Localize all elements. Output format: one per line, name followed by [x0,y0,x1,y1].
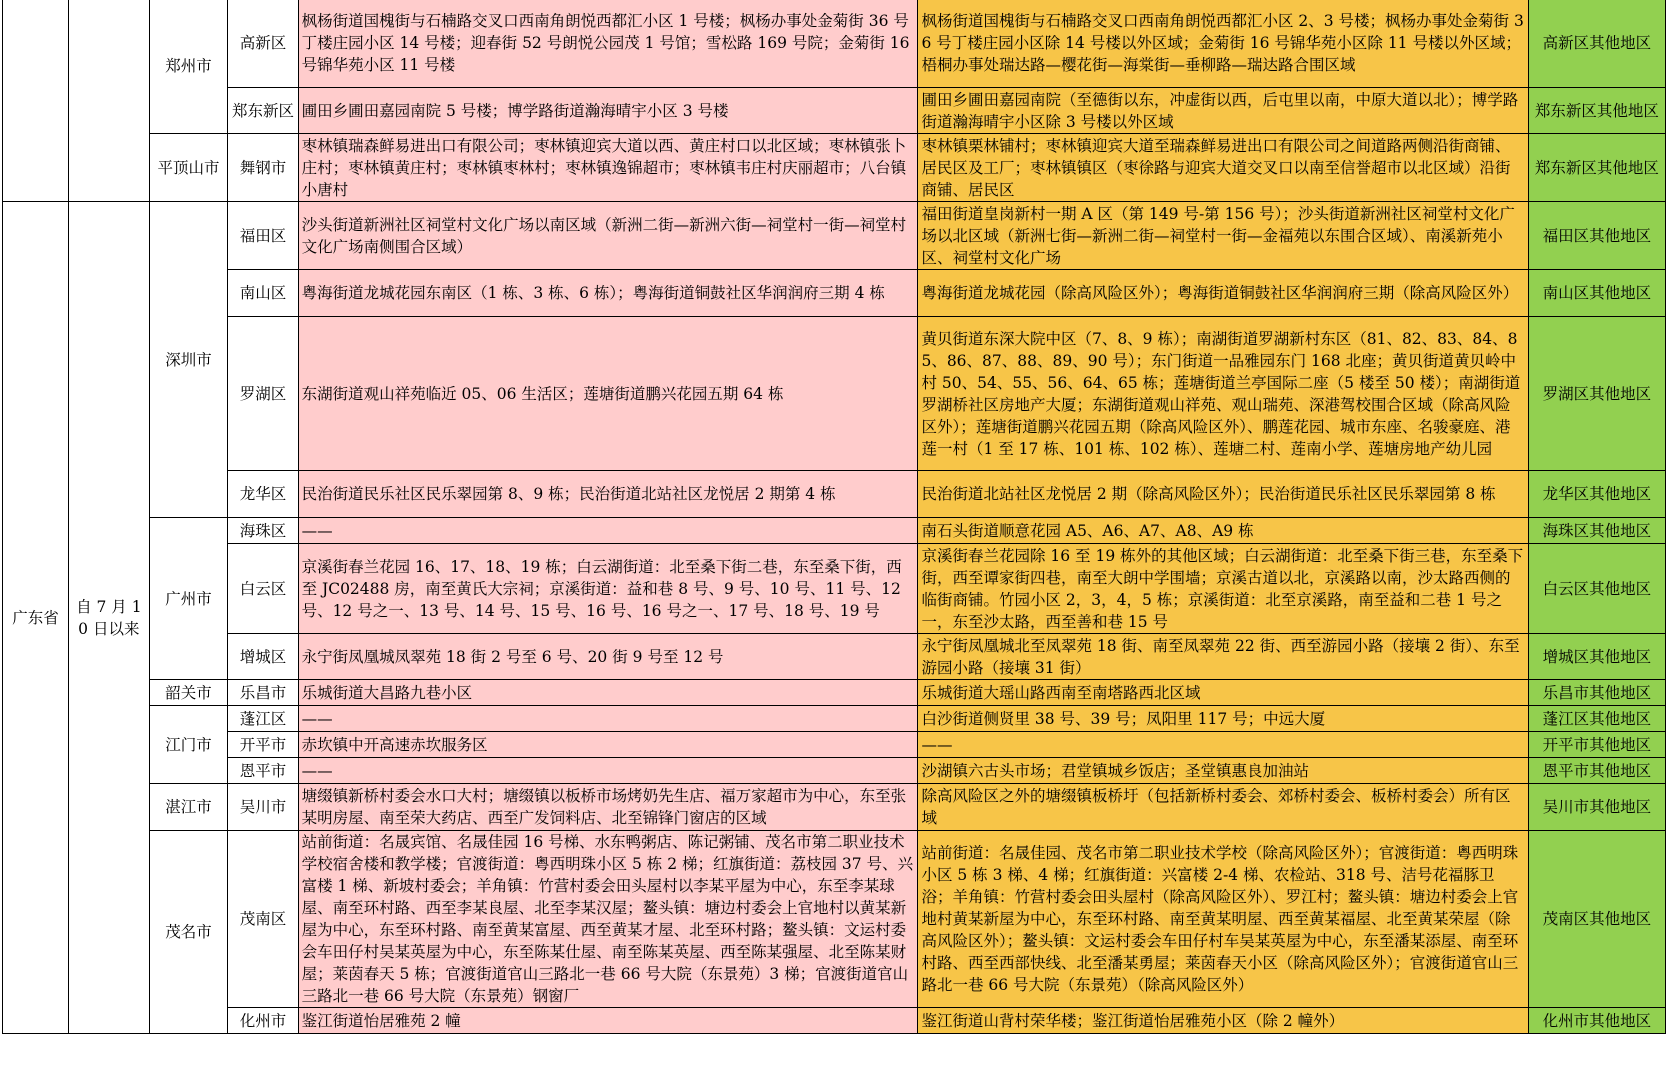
table-row [3,471,1666,518]
medium-risk-cell: 白沙街道侧贤里 38 号、39 号；凤阳里 117 号；中远大厦 [918,706,1528,732]
high-risk-cell: 京溪街春兰花园 16、17、18、19 栋；白云湖街道：北至桑下街二巷，东至桑下街，西至 JC02488 房，南至黄氏大宗祠；京溪街道：益和巷 8 号、9 号、10 号、11 号、12 号、12 号之一、13 号、14 号、15 号、16 号、16 号之一、17 号、18 号、19 号 [298,544,918,634]
low-risk-cell: 郑东新区其他地区 [1528,134,1665,202]
district-cell: 恩平市 [228,758,298,784]
low-risk-cell: 增城区其他地区 [1528,634,1665,680]
city-cell: 茂名市 [149,831,228,1034]
medium-risk-cell: —— [918,732,1528,758]
medium-risk-cell: 粤海街道龙城花园（除高风险区外）；粤海街道铜鼓社区华润润府三期（除高风险区外） [918,270,1528,317]
low-risk-cell: 南山区其他地区 [1528,270,1665,317]
table-row [3,732,1666,758]
high-risk-cell: 粤海街道龙城花园东南区（1 栋、3 栋、6 栋）；粤海街道铜鼓社区华润润府三期 4 栋 [298,270,918,317]
high-risk-cell: 赤坎镇中开高速赤坎服务区 [298,732,918,758]
district-cell: 白云区 [228,544,298,634]
table-row [3,706,1666,732]
high-risk-cell: —— [298,518,918,544]
table-row [3,680,1666,706]
table-row [3,317,1666,471]
district-cell: 舞钢市 [228,134,298,202]
district-cell: 龙华区 [228,471,298,518]
high-risk-cell: 乐城街道大昌路九巷小区 [298,680,918,706]
low-risk-cell: 罗湖区其他地区 [1528,317,1665,471]
table-row [3,0,1666,88]
low-risk-cell: 恩平市其他地区 [1528,758,1665,784]
city-cell: 广州市 [149,518,228,680]
medium-risk-cell: 乐城街道大瑶山路西南至南塔路西北区域 [918,680,1528,706]
table-row [3,758,1666,784]
city-cell: 江门市 [149,706,228,784]
medium-risk-cell: 民治街道北站社区龙悦居 2 期（除高风险区外）；民治街道民乐社区民乐翠园第 8 栋 [918,471,1528,518]
high-risk-cell: 圃田乡圃田嘉园南院 5 号楼；博学路街道瀚海晴宇小区 3 号楼 [298,88,918,134]
high-risk-cell: 民治街道民乐社区民乐翠园第 8、9 栋；民治街道北站社区龙悦居 2 期第 4 栋 [298,471,918,518]
district-cell: 高新区 [228,0,298,88]
low-risk-cell: 郑东新区其他地区 [1528,88,1665,134]
table-row [3,270,1666,317]
district-cell: 化州市 [228,1008,298,1034]
medium-risk-cell: 鉴江街道山背村荣华楼；鉴江街道怡居雅苑小区（除 2 幢外） [918,1008,1528,1034]
district-cell: 乐昌市 [228,680,298,706]
district-cell: 罗湖区 [228,317,298,471]
time-cell: 自 7 月 10 日以来 [68,202,149,1034]
district-cell: 郑东新区 [228,88,298,134]
table-row [3,544,1666,634]
low-risk-cell: 高新区其他地区 [1528,0,1665,88]
medium-risk-cell: 沙湖镇六古头市场；君堂镇城乡饭店；圣堂镇惠良加油站 [918,758,1528,784]
table-row [3,202,1666,270]
medium-risk-cell: 站前街道：名晟佳园、茂名市第二职业技术学校（除高风险区外）；官渡街道：粤西明珠小区 5 栋 3 梯、4 梯；红旗街道：兴富楼 2-4 梯、农检站、318 号、洁号花福豚卫浴；羊角镇：竹营村委会田头屋村（除高风险区外）、罗江村；鳌头镇：塘边村委会上官地村黄某新屋为中心，东至环村路、南至黄某明屋、西至黄某福屋、北至黄某荣屋（除高风险区外）；鳌头镇：文运村委会车田仔村车吴某英屋为中心，东至潘某添屋、南至环村路、西至西部快线、北至潘某勇屋；莱茵春天小区（除高风险区外）；官渡街道官山三路北一巷 66 号大院（东景苑）（除高风险区外） [918,831,1528,1008]
low-risk-cell: 龙华区其他地区 [1528,471,1665,518]
city-cell: 韶关市 [149,680,228,706]
medium-risk-cell: 圃田乡圃田嘉园南院（至德街以东，冲虚街以西，后屯里以南，中原大道以北）；博学路街道瀚海晴宇小区除 3 号楼以外区域 [918,88,1528,134]
city-cell: 深圳市 [149,202,228,518]
high-risk-cell: 东湖街道观山祥苑临近 05、06 生活区；莲塘街道鹏兴花园五期 64 栋 [298,317,918,471]
low-risk-cell: 茂南区其他地区 [1528,831,1665,1008]
low-risk-cell: 化州市其他地区 [1528,1008,1665,1034]
table-row [3,831,1666,1008]
table-row [3,1008,1666,1034]
medium-risk-cell: 福田街道皇岗新村一期 A 区（第 149 号-第 156 号）；沙头街道新洲社区祠堂村文化广场以北区域（新洲七街—新洲二街—祠堂村一街—金福苑以东围合区域）、南溪新苑小区、祠堂村文化广场 [918,202,1528,270]
medium-risk-cell: 黄贝街道东深大院中区（7、8、9 栋）；南湖街道罗湖新村东区（81、82、83、84、85、86、87、88、89、90 号）；东门街道一品雅园东门 168 北座；黄贝街道黄贝岭中村 50、54、55、56、64、65 栋；莲塘街道兰亭国际二座（5 楼至 50 楼）；南湖街道罗湖桥社区房地产大厦；东湖街道观山祥苑、观山瑞苑、深港驾校围合区域（除高风险区外）；莲塘街道鹏兴花园五期（除高风险区外）、鹏莲花园、城市东座、名骏豪庭、港莲一村（1 至 17 栋、101 栋、102 栋）、莲塘二村、莲南小学、莲塘房地产幼儿园 [918,317,1528,471]
low-risk-cell: 乐昌市其他地区 [1528,680,1665,706]
table-row [3,88,1666,134]
table-row [3,134,1666,202]
low-risk-cell: 开平市其他地区 [1528,732,1665,758]
high-risk-cell: 站前街道：名晟宾馆、名晟佳园 16 号梯、水东鸭粥店、陈记粥铺、茂名市第二职业技术学校宿舍楼和教学楼；官渡街道：粤西明珠小区 5 栋 2 梯；红旗街道：荔枝园 37 号、兴富楼 1 梯、新坡村委会；羊角镇：竹营村委会田头屋村以李某平屋为中心，东至李某球屋、南至环村路、西至李某良屋、北至李某汉屋；鳌头镇：塘边村委会上官地村以黄某新屋为中心，东至环村路、南至黄某富屋、西至黄某才屋、北至环村路；鳌头镇：文运村委会车田仔村吴某英屋为中心，东至陈某仕屋、南至陈某英屋、西至陈某强屋、北至陈某财屋；莱茵春天 5 栋；官渡街道官山三路北一巷 66 号大院（东景苑）3 梯；官渡街道官山三路北一巷 66 号大院（东景苑）钢窗厂 [298,831,918,1008]
city-cell: 郑州市 [149,0,228,134]
district-cell: 开平市 [228,732,298,758]
low-risk-cell: 吴川市其他地区 [1528,784,1665,831]
district-cell: 南山区 [228,270,298,317]
high-risk-cell: —— [298,706,918,732]
low-risk-cell: 蓬江区其他地区 [1528,706,1665,732]
medium-risk-cell: 永宁街凤凰城北至凤翠苑 18 街、南至凤翠苑 22 街、西至游园小路（接壤 2 街）、东至游园小路（接壤 31 街） [918,634,1528,680]
district-cell: 吴川市 [228,784,298,831]
low-risk-cell: 福田区其他地区 [1528,202,1665,270]
high-risk-cell: 沙头街道新洲社区祠堂村文化广场以南区域（新洲二街—新洲六街—祠堂村一街—祠堂村文化广场南侧围合区域） [298,202,918,270]
table-row [3,634,1666,680]
district-cell: 蓬江区 [228,706,298,732]
province-cell: 广东省 [3,202,69,1034]
high-risk-cell: 枣林镇瑞森鲜易进出口有限公司；枣林镇迎宾大道以西、黄庄村口以北区域；枣林镇张卜庄村；枣林镇黄庄村；枣林镇枣林村；枣林镇逸锦超市；枣林镇韦庄村庆丽超市；八台镇小唐村 [298,134,918,202]
high-risk-cell: 永宁街凤凰城凤翠苑 18 街 2 号至 6 号、20 街 9 号至 12 号 [298,634,918,680]
high-risk-cell: 塘缀镇新桥村委会水口大村；塘缀镇以板桥市场烤奶先生店、福万家超市为中心，东至张某明房屋、南至荣大药店、西至广发饲料店、北至锦锋门窗店的区域 [298,784,918,831]
city-cell: 湛江市 [149,784,228,831]
low-risk-cell: 白云区其他地区 [1528,544,1665,634]
medium-risk-cell: 京溪街春兰花园除 16 至 19 栋外的其他区域；白云湖街道：北至桑下街三巷，东至桑下街，西至谭家街四巷，南至大朗中学围墙；京溪古道以北，京溪路以南，沙太路西侧的临街商铺。竹园小区 2，3，4，5 栋；京溪街道：北至京溪路，南至益和二巷 1 号之一，东至沙太路，西至善和巷 15 号 [918,544,1528,634]
district-cell: 福田区 [228,202,298,270]
high-risk-cell: —— [298,758,918,784]
low-risk-cell: 海珠区其他地区 [1528,518,1665,544]
medium-risk-cell: 南石头街道顺意花园 A5、A6、A7、A8、A9 栋 [918,518,1528,544]
province-cell [3,0,69,202]
district-cell: 茂南区 [228,831,298,1008]
medium-risk-cell: 除高风险区之外的塘缀镇板桥圩（包括新桥村委会、郊桥村委会、板桥村委会）所有区域 [918,784,1528,831]
high-risk-cell: 鉴江街道怡居雅苑 2 幢 [298,1008,918,1034]
district-cell: 增城区 [228,634,298,680]
risk-area-table [2,0,1666,1034]
high-risk-cell: 枫杨街道国槐街与石楠路交叉口西南角朗悦西都汇小区 1 号楼；枫杨办事处金菊街 36 号丁楼庄园小区 14 号楼；迎春街 52 号朗悦公园茂 1 号馆；雪松路 169 号院；金菊街 16 号锦华苑小区 11 号楼 [298,0,918,88]
medium-risk-cell: 枣林镇栗林铺村；枣林镇迎宾大道至瑞森鲜易进出口有限公司之间道路两侧沿街商铺、居民区及工厂；枣林镇镇区（枣徐路与迎宾大道交叉口以南至信誉超市以北区域）沿街商铺、居民区 [918,134,1528,202]
table-row [3,518,1666,544]
medium-risk-cell: 枫杨街道国槐街与石楠路交叉口西南角朗悦西都汇小区 2、3 号楼；枫杨办事处金菊街 36 号丁楼庄园小区除 14 号楼以外区域；金菊街 16 号锦华苑小区除 11 号楼以外区域；梧桐办事处瑞达路—樱花街—海棠街—垂柳路—瑞达路合围区域 [918,0,1528,88]
time-cell [68,0,149,202]
table-row [3,784,1666,831]
city-cell: 平顶山市 [149,134,228,202]
district-cell: 海珠区 [228,518,298,544]
